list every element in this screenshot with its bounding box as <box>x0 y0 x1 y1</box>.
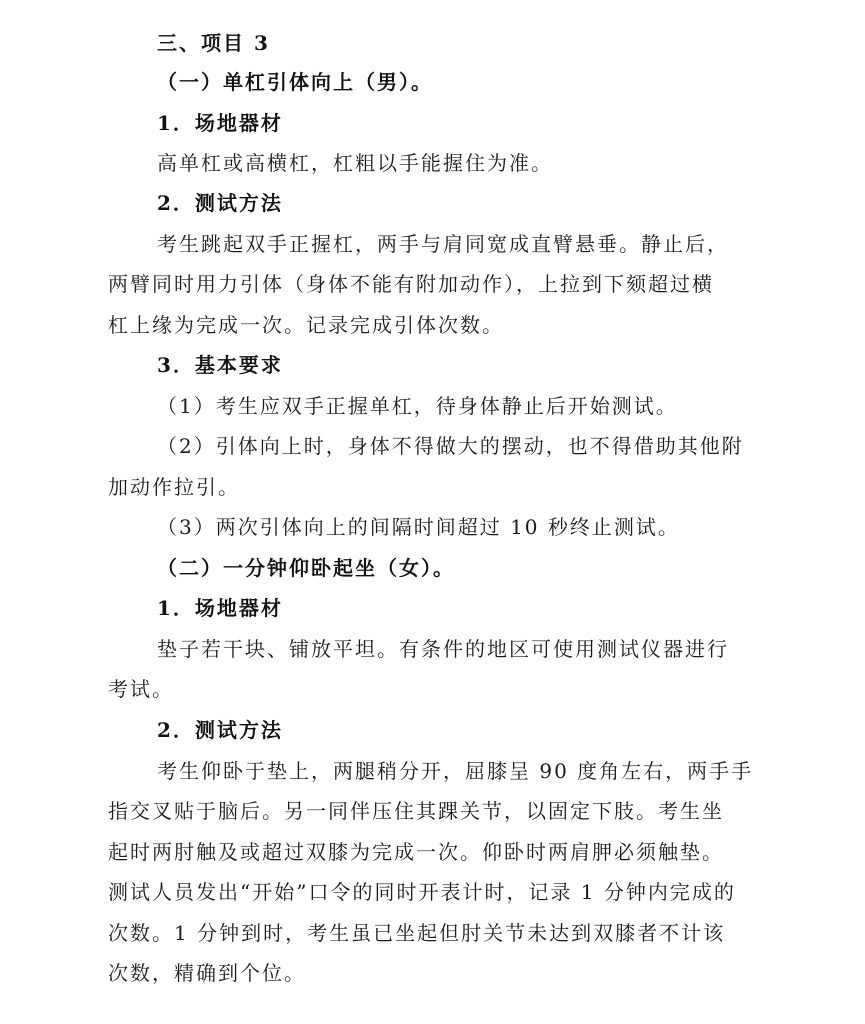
part1-method-line-2: 两臂同时用力引体（身体不能有附加动作），上拉到下颏超过横 <box>108 272 714 296</box>
part1-requirement-1: （1）考生应双手正握单杠，待身体静止后开始测试。 <box>157 394 678 418</box>
part2-heading-equipment: 1．场地器材 <box>157 596 283 620</box>
part1-method-line-1: 考生跳起双手正握杠，两手与肩同宽成直臂悬垂。静止后， <box>157 232 729 256</box>
section-heading: 三、项目 3 <box>157 31 270 55</box>
part2-equipment-line-1: 垫子若干块、铺放平坦。有条件的地区可使用测试仪器进行 <box>157 637 729 661</box>
part1-requirement-2-line-1: （2）引体向上时，身体不得做大的摆动，也不得借助其他附 <box>157 434 744 458</box>
part1-heading-method: 2．测试方法 <box>157 191 283 215</box>
part2-method-line-5: 次数。1 分钟到时，考生虽已坐起但肘关节未达到双膝者不计该 <box>108 921 726 945</box>
part2-method-line-2: 指交叉贴于脑后。另一同伴压住其踝关节，以固定下肢。考生坐 <box>108 799 724 823</box>
part2-equipment-line-2: 考试。 <box>108 677 174 701</box>
part1-heading-equipment: 1．场地器材 <box>157 111 283 135</box>
part2-method-line-4: 测试人员发出“开始”口令的同时开表计时，记录 1 分钟内完成的 <box>108 880 736 904</box>
part1-method-line-3: 杠上缘为完成一次。记录完成引体次数。 <box>108 313 504 337</box>
part2-method-line-3: 起时两肘触及或超过双膝为完成一次。仰卧时两肩胛必须触垫。 <box>108 840 724 864</box>
part2-title: （二）一分钟仰卧起坐（女）。 <box>157 556 455 580</box>
part2-method-line-1: 考生仰卧于垫上，两腿稍分开，屈膝呈 90 度角左右，两手手 <box>157 759 754 783</box>
part1-requirement-2-line-2: 加动作拉引。 <box>108 475 240 499</box>
part2-heading-method: 2．测试方法 <box>157 718 283 742</box>
part1-heading-requirements: 3．基本要求 <box>157 353 283 377</box>
part1-title: （一）单杠引体向上（男）。 <box>157 70 433 94</box>
part1-equipment-text: 高单杠或高横杠，杠粗以手能握住为准。 <box>157 151 553 175</box>
part1-requirement-3: （3）两次引体向上的间隔时间超过 10 秒终止测试。 <box>157 515 680 539</box>
part2-method-line-6: 次数，精确到个位。 <box>108 961 306 985</box>
